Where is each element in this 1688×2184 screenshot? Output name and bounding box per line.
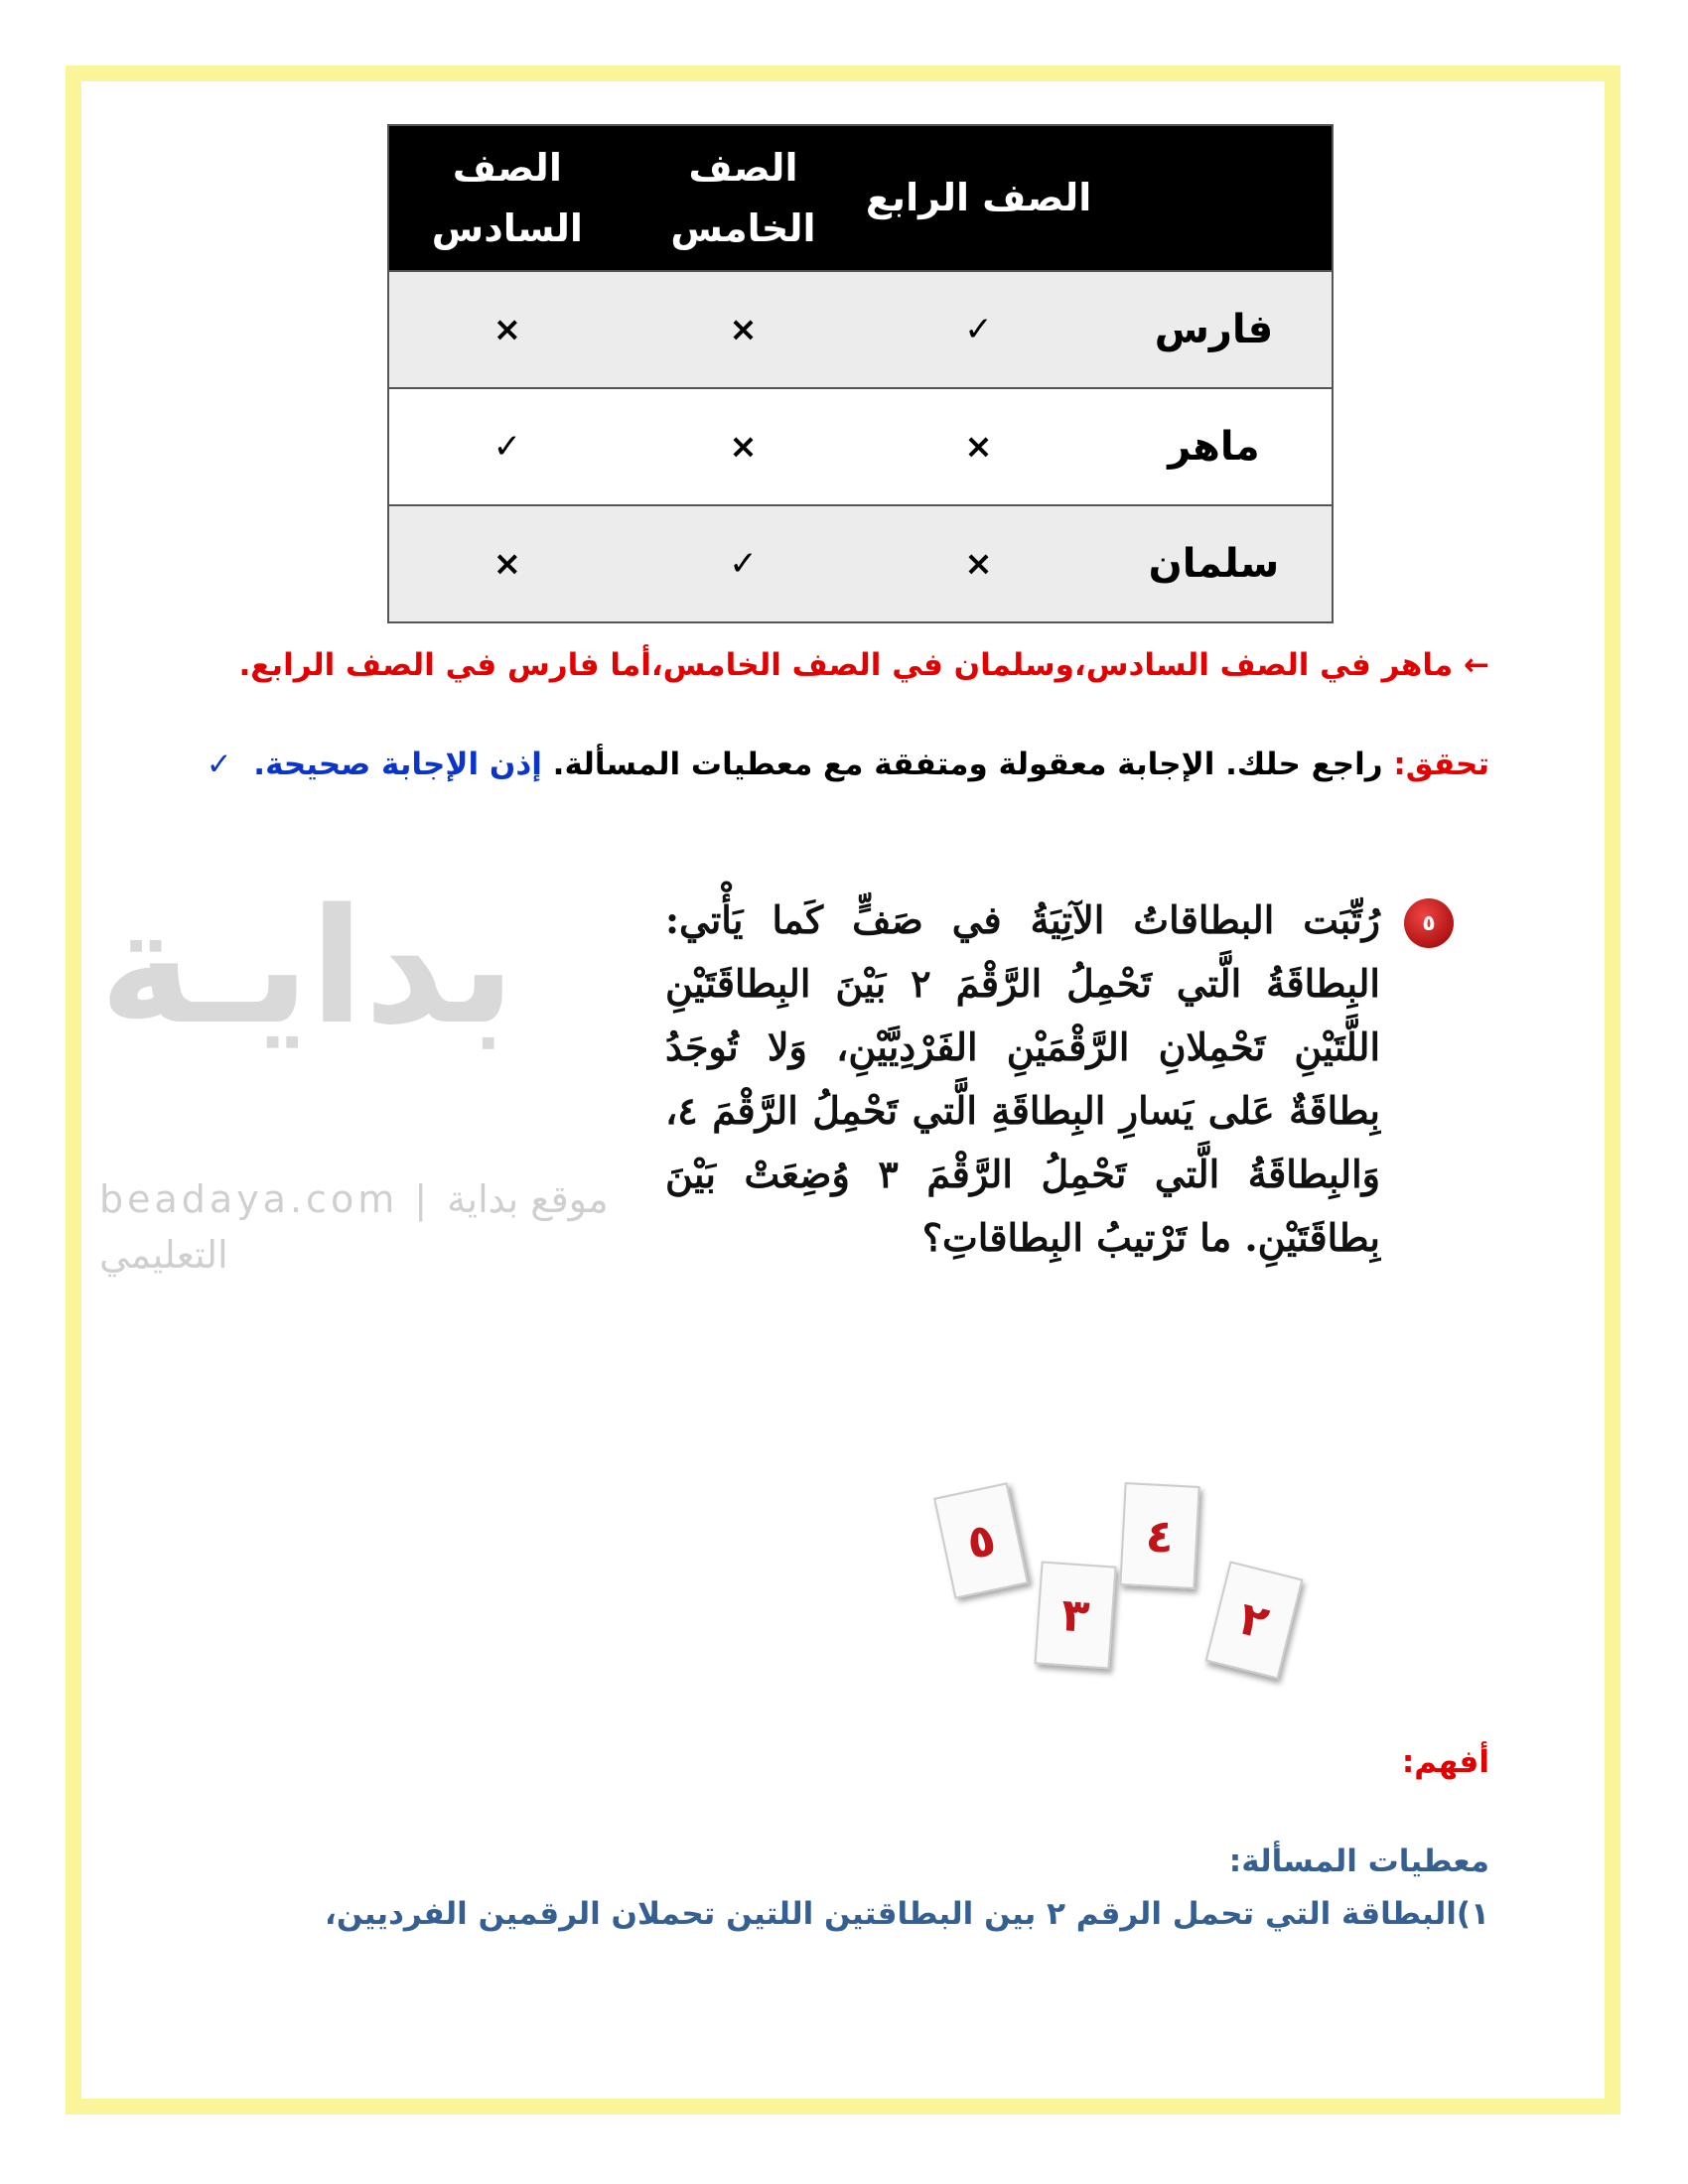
- watermark-logo: بدايـة: [99, 874, 516, 1059]
- cell-mark: ×: [388, 505, 626, 622]
- number-card: ٣: [1034, 1561, 1116, 1669]
- problem-text: رُتِّبَت البطاقاتُ الآتِيَةُ في صَفٍّ كَما يَأْتي: البِطاقَةُ الَّتي تَحْمِلُ الرَّقْمَ ٢ بَيْنَ البِطاقَتَيْنِ اللَّتَيْنِ تَحْمِلانِ الرَّقْمَيْنِ الفَرْدِيَّيْنِ، وَلا تُوجَدُ بِطاقَةٌ عَلى يَسارِ البِطاقَةِ الَّتي تَحْمِلُ الرَّقْمَ ٤، وَالبِطاقَةُ الَّتي تَحْمِلُ الرَّقْمَ ٣ وُضِعَتْ بَيْنَ بِطاقَتَيْنِ. ما تَرْتيبُ البِطاقاتِ؟: [665, 897, 1380, 1260]
- table-header: الصف الرابع: [861, 125, 1096, 271]
- number-card: ٥: [933, 1482, 1029, 1599]
- table-header: [1096, 125, 1333, 271]
- check-label: تحقق:: [1393, 747, 1489, 782]
- table-header: الصف الخامس: [626, 125, 862, 271]
- watermark-site: beadaya.com | موقع بداية التعليمي: [99, 1177, 609, 1277]
- cell-mark: ×: [388, 271, 626, 388]
- cell-mark: ×: [626, 271, 862, 388]
- check-mark-icon: ✓: [206, 747, 232, 782]
- number-card: ٢: [1205, 1561, 1304, 1679]
- table-row: [388, 271, 1333, 388]
- check-conclusion: إذن الإجابة صحيحة.: [253, 747, 542, 782]
- cell-mark: ×: [626, 388, 862, 505]
- table-row: [388, 388, 1333, 505]
- row-name: فارس: [1096, 271, 1333, 388]
- cell-mark: ✓: [388, 388, 626, 505]
- givens-title: معطيات المسألة:: [1228, 1843, 1489, 1879]
- classes-table: [387, 124, 1334, 623]
- given-item: ١)البطاقة التي تحمل الرقم ٢ بين البطاقتين اللتين تحملان الرقمين الفرديين،: [325, 1896, 1489, 1932]
- check-text: راجع حلك. الإجابة معقولة ومتفقة مع معطيات المسألة.: [541, 747, 1394, 782]
- number-card: ٤: [1119, 1482, 1199, 1589]
- problem-number-badge: ٥: [1404, 898, 1454, 948]
- understand-label: أفهم:: [1401, 1744, 1489, 1780]
- answer-line: ← ماهر في الصف السادس،وسلمان في الصف الخامس،أما فارس في الصف الرابع.: [238, 647, 1489, 683]
- check-line: [207, 747, 1489, 782]
- cell-mark: ×: [861, 505, 1096, 622]
- cell-mark: ✓: [626, 505, 862, 622]
- row-name: سلمان: [1096, 505, 1333, 622]
- table-row: [388, 505, 1333, 622]
- cell-mark: ×: [861, 388, 1096, 505]
- row-name: ماهر: [1096, 388, 1333, 505]
- cell-mark: ✓: [861, 271, 1096, 388]
- table-header: الصف السادس: [388, 125, 626, 271]
